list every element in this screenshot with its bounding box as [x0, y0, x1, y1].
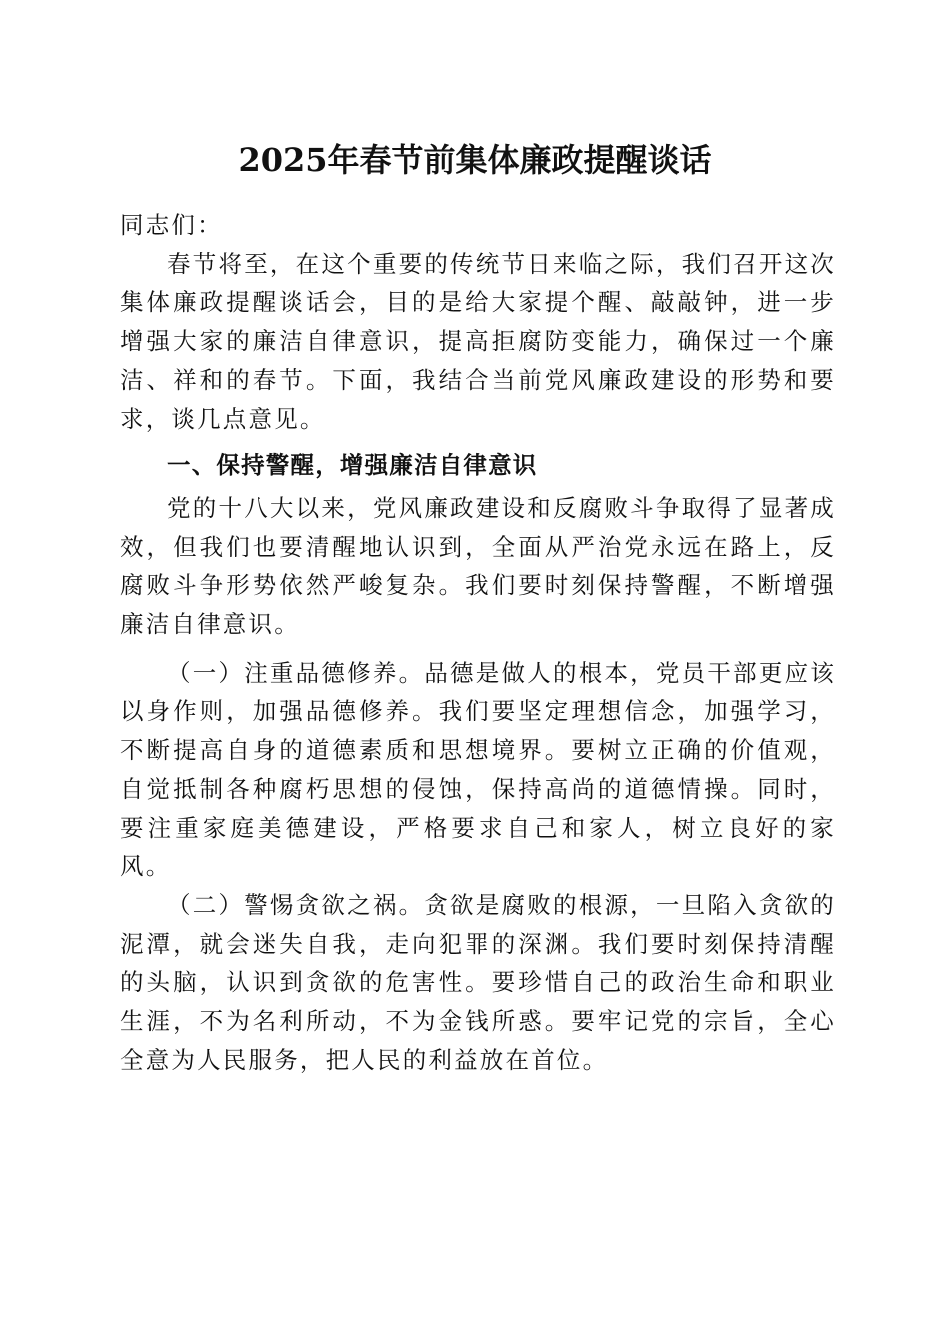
- subsection-text-2: 贪欲是腐败的根源，一旦陷入贪欲的泥潭，就会迷失自我，走向犯罪的深渊。我们要时刻保持清醒的头脑，认识到贪欲的危害性。要珍惜自己的政治生命和职业生涯，不为名利所动，不为金钱所惑。要牢记党的宗旨，全心全意为人民服务，把人民的利益放在首位。: [120, 890, 837, 1074]
- document-title: 2025年春节前集体廉政提醒谈话: [238, 141, 712, 179]
- subsection-lead-1: （一）注重品德修养。: [167, 658, 425, 687]
- document-body: [120, 206, 836, 1079]
- subsection-lead-2: （二）警惕贪欲之祸。: [167, 890, 425, 919]
- salutation: 同志们：: [120, 211, 223, 239]
- section-paragraph: 党的十八大以来，党风廉政建设和反腐败斗争取得了显著成效，但我们也要清醒地认识到，全面从严治党永远在路上，反腐败斗争形势依然严峻复杂。我们要时刻保持警醒，不断增强廉洁自律意识。: [120, 493, 836, 639]
- intro-paragraph: 春节将至，在这个重要的传统节日来临之际，我们召开这次集体廉政提醒谈话会，目的是给大家提个醒、敲敲钟，进一步增强大家的廉洁自律意识，提高拒腐防变能力，确保过一个廉洁、祥和的春节。下面，我结合当前党风廉政建设的形势和要求，谈几点意见。: [120, 249, 836, 433]
- subsection-text-1: 品德是做人的根本，党员干部更应该以身作则，加强品德修养。我们要坚定理想信念，加强学习，不断提高自身的道德素质和思想境界。要树立正确的价值观，自觉抵制各种腐朽思想的侵蚀，保持高尚的道德情操。同时，要注重家庭美德建设，严格要求自己和家人，树立良好的家风。: [120, 658, 837, 881]
- section-heading: 一、保持警醒，增强廉洁自律意识: [167, 451, 538, 480]
- subsection-paragraph-2: [120, 886, 836, 1080]
- subsection-paragraph-1: [120, 654, 836, 886]
